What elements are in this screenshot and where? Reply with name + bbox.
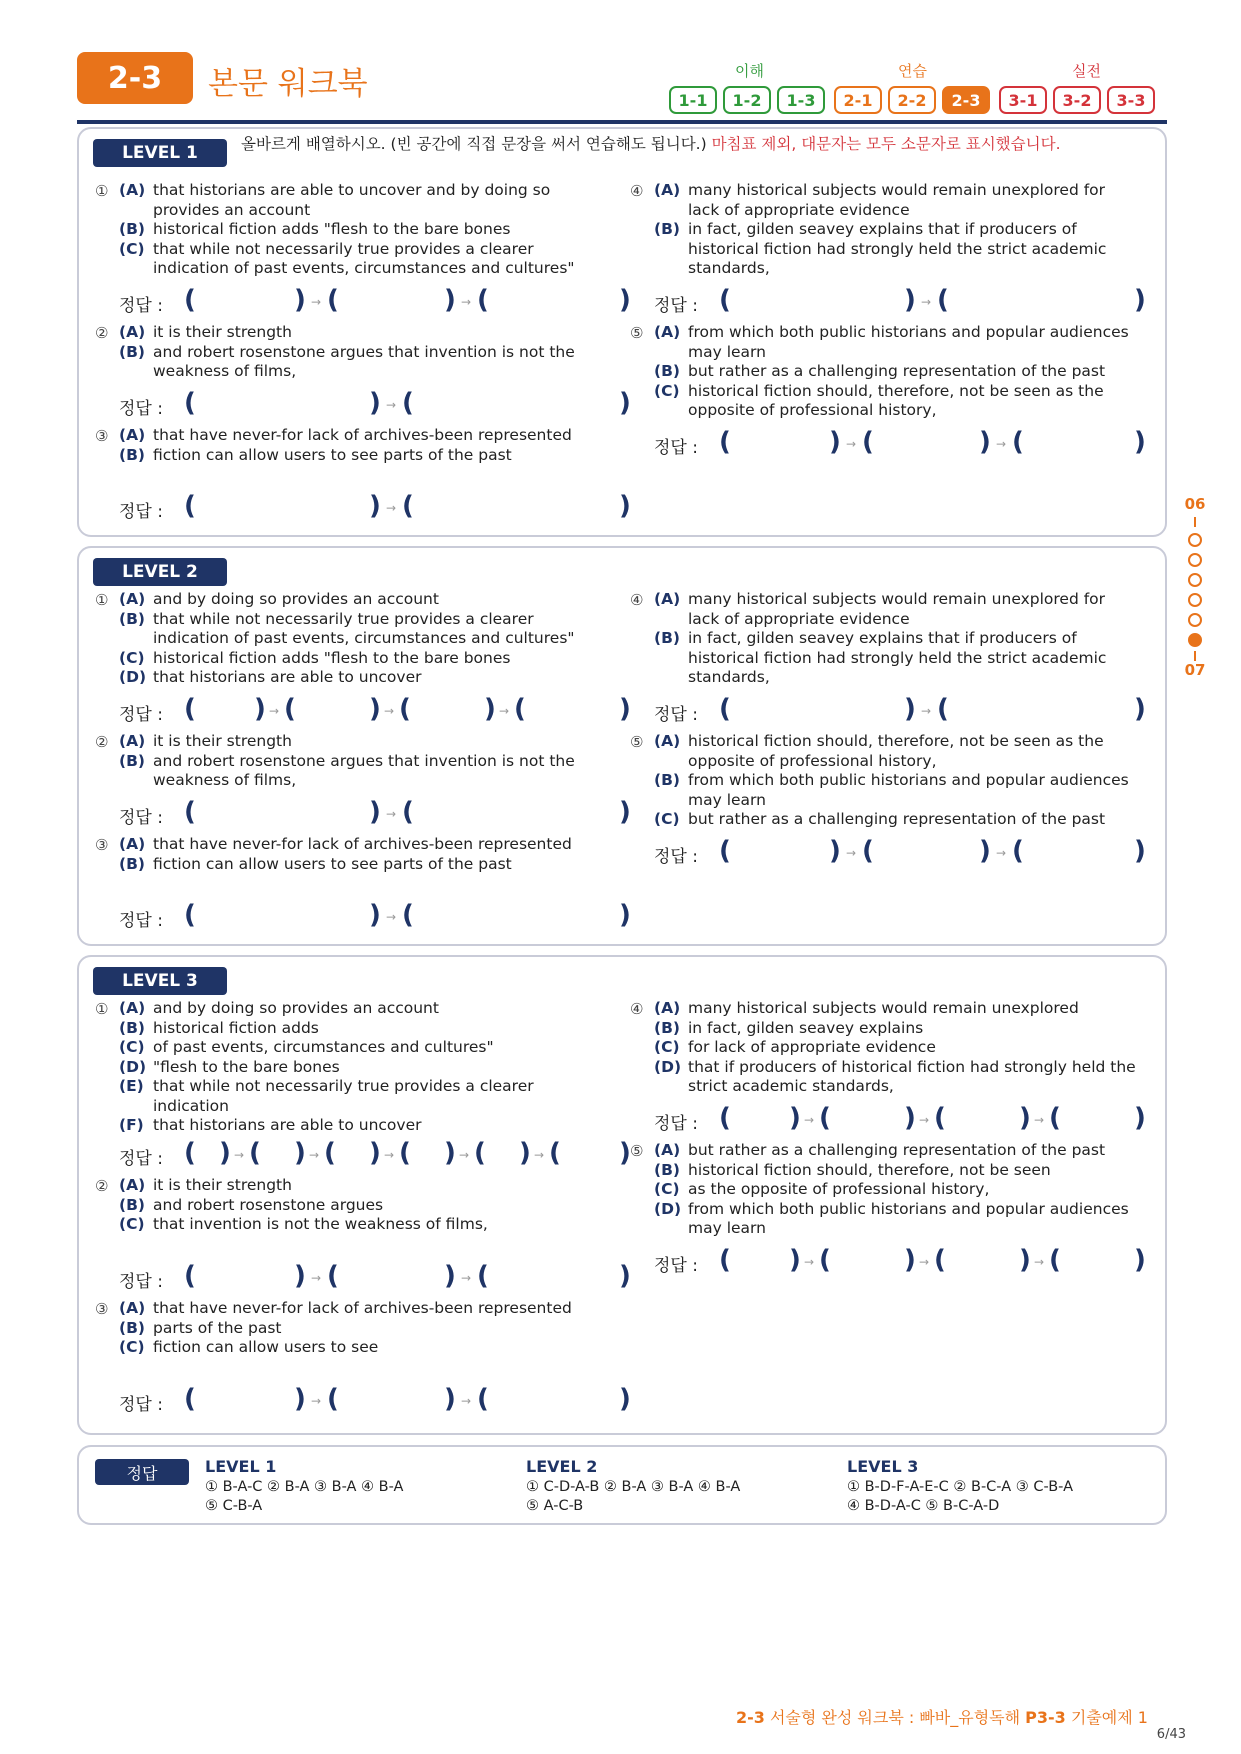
side-page-top: 06 bbox=[1184, 495, 1206, 513]
blank-paren: ( bbox=[719, 836, 731, 866]
blank-paren: ( bbox=[514, 694, 526, 724]
question-number: ① bbox=[95, 182, 109, 200]
arrow-icon: → bbox=[804, 1113, 815, 1127]
blank-paren: ) bbox=[444, 1384, 456, 1414]
option-item: (D) that historians are able to uncover bbox=[119, 668, 422, 686]
answer-label: 정답 : bbox=[119, 296, 163, 316]
option-item: (A) that have never-for lack of archives-been represented bbox=[119, 835, 572, 853]
page-dot-icon[interactable] bbox=[1188, 593, 1202, 607]
blank-paren: ( bbox=[402, 388, 414, 418]
answer-label: 정답 : bbox=[654, 296, 698, 316]
option-item: (B) in fact, gilden seavey explains bbox=[654, 1018, 924, 1037]
answer-label: 정답 : bbox=[119, 399, 163, 419]
blank-paren: ( bbox=[819, 1245, 831, 1275]
arrow-icon: → bbox=[921, 704, 932, 718]
blank-paren: ( bbox=[719, 1103, 731, 1133]
question-number: ④ bbox=[630, 1000, 644, 1018]
blank-paren: ) bbox=[829, 427, 841, 457]
blank-paren: ) bbox=[369, 900, 381, 930]
page-title: 본문 워크북 bbox=[208, 66, 368, 102]
arrow-icon: → bbox=[1034, 1113, 1045, 1127]
answer-line[interactable] bbox=[119, 797, 631, 829]
answer-line[interactable] bbox=[654, 1103, 1146, 1135]
option-item: (D) that if producers of historical fiction had strongly held the strict academic standards, bbox=[654, 1057, 1136, 1095]
blank-paren: ) bbox=[1019, 1245, 1031, 1275]
question-number: ⑤ bbox=[630, 733, 644, 751]
answer-label: 정답 : bbox=[119, 808, 163, 828]
option-item: (C) historical fiction should, therefore, not be seen as the opposite of professional history, bbox=[654, 381, 1104, 419]
blank-paren: ) bbox=[1134, 694, 1146, 724]
category-label-practice: 연습 bbox=[898, 62, 927, 80]
option-item: (B) in fact, gilden seavey explains that if producers of historical fiction had strongly held the strict academic standards, bbox=[654, 220, 1107, 277]
blank-paren: ( bbox=[184, 1261, 196, 1291]
blank-paren: ( bbox=[402, 797, 414, 827]
blank-paren: ) bbox=[369, 694, 381, 724]
answer-line[interactable] bbox=[119, 285, 631, 317]
option-item: (C) that invention is not the weakness of films, bbox=[119, 1215, 488, 1233]
section-badge: 2-3 bbox=[77, 52, 193, 104]
arrow-icon: → bbox=[386, 501, 397, 515]
answer-line[interactable] bbox=[654, 285, 1146, 317]
page-dot-icon[interactable] bbox=[1188, 553, 1202, 567]
blank-paren: ) bbox=[789, 1103, 801, 1133]
level-3-badge: LEVEL 3 bbox=[93, 967, 227, 995]
blank-paren: ) bbox=[979, 836, 991, 866]
blank-paren: ( bbox=[327, 285, 339, 315]
option-item: (A) it is their strength bbox=[119, 732, 292, 750]
answer-key-level-3: LEVEL 3 ① B-D-F-A-E-C ② B-C-A ③ C-B-A ④ B-D-A-C ⑤ B-C-A-D bbox=[847, 1457, 1073, 1514]
option-item: (A) that have never-for lack of archives-been represented bbox=[119, 1299, 572, 1317]
tab-3-1[interactable]: 3-1 bbox=[999, 86, 1047, 114]
answer-label: 정답 : bbox=[119, 1272, 163, 1292]
blank-paren: ( bbox=[327, 1384, 339, 1414]
option-item: (B) parts of the past bbox=[119, 1318, 282, 1337]
blank-paren: ( bbox=[549, 1138, 561, 1168]
answer-label: 정답 : bbox=[119, 911, 163, 931]
blank-paren: ( bbox=[477, 285, 489, 315]
answer-label: 정답 : bbox=[119, 1149, 163, 1169]
blank-paren: ( bbox=[1049, 1103, 1061, 1133]
answer-line[interactable] bbox=[654, 427, 1146, 459]
blank-paren: ( bbox=[474, 1138, 486, 1168]
answer-label: 정답 : bbox=[119, 502, 163, 522]
blank-paren: ) bbox=[484, 694, 496, 724]
tab-3-2[interactable]: 3-2 bbox=[1053, 86, 1101, 114]
option-item: (A) it is their strength bbox=[119, 323, 292, 341]
blank-paren: ) bbox=[619, 388, 631, 418]
side-page-nav bbox=[1181, 495, 1209, 679]
blank-paren: ( bbox=[477, 1261, 489, 1291]
tab-1-3[interactable]: 1-3 bbox=[777, 86, 825, 114]
arrow-icon: → bbox=[386, 807, 397, 821]
blank-paren: ) bbox=[294, 1384, 306, 1414]
option-item: (B) fiction can allow users to see parts of the past bbox=[119, 445, 512, 464]
blank-paren: ( bbox=[184, 900, 196, 930]
blank-paren: ) bbox=[219, 1138, 231, 1168]
blank-paren: ( bbox=[399, 1138, 411, 1168]
arrow-icon: → bbox=[846, 846, 857, 860]
blank-paren: ) bbox=[904, 1245, 916, 1275]
blank-paren: ( bbox=[934, 1245, 946, 1275]
blank-paren: ( bbox=[1012, 427, 1024, 457]
question-2-5 bbox=[630, 732, 1140, 830]
question-1-1 bbox=[95, 181, 575, 279]
question-number: ③ bbox=[95, 427, 109, 445]
option-item: (B) historical fiction should, therefore, not be seen bbox=[654, 1160, 1051, 1179]
blank-paren: ) bbox=[619, 285, 631, 315]
question-2-4 bbox=[630, 590, 1140, 688]
question-1-4 bbox=[630, 181, 1140, 279]
instruction-note: 마침표 제외, 대문자는 모두 소문자로 표시했습니다. bbox=[706, 135, 1061, 153]
blank-paren: ) bbox=[444, 1138, 456, 1168]
option-item: (A) and by doing so provides an account bbox=[119, 999, 439, 1017]
question-number: ② bbox=[95, 324, 109, 342]
arrow-icon: → bbox=[386, 910, 397, 924]
blank-paren: ( bbox=[719, 427, 731, 457]
answer-key-badge: 정답 bbox=[95, 1459, 189, 1485]
blank-paren: ) bbox=[789, 1245, 801, 1275]
blank-paren: ( bbox=[477, 1384, 489, 1414]
option-item: (C) historical fiction adds "flesh to the bare bones bbox=[119, 648, 511, 667]
option-item: (B) historical fiction adds bbox=[119, 1018, 319, 1037]
blank-paren: ( bbox=[719, 285, 731, 315]
blank-paren: ) bbox=[444, 1261, 456, 1291]
blank-paren: ) bbox=[619, 1384, 631, 1414]
arrow-icon: → bbox=[311, 1271, 322, 1285]
answer-line[interactable] bbox=[654, 1245, 1146, 1277]
answer-line[interactable] bbox=[119, 900, 631, 932]
arrow-icon: → bbox=[461, 295, 472, 309]
question-number: ② bbox=[95, 1177, 109, 1195]
answer-line[interactable] bbox=[654, 836, 1146, 868]
option-item: (B) and robert rosenstone argues bbox=[119, 1195, 384, 1214]
option-item: (B) but rather as a challenging representation of the past bbox=[654, 362, 1106, 380]
option-item: (B) fiction can allow users to see parts of the past bbox=[119, 854, 512, 873]
arrow-icon: → bbox=[384, 1148, 395, 1162]
arrow-icon: → bbox=[461, 1271, 472, 1285]
arrow-icon: → bbox=[269, 704, 280, 718]
answer-key-level-1: LEVEL 1 ① B-A-C ② B-A ③ B-A ④ B-A ⑤ C-B-A bbox=[205, 1457, 404, 1514]
page-dot-icon[interactable] bbox=[1188, 533, 1202, 547]
level-2-panel bbox=[77, 546, 1167, 946]
arrow-icon: → bbox=[459, 1148, 470, 1162]
tab-1-2[interactable]: 1-2 bbox=[723, 86, 771, 114]
blank-paren: ( bbox=[324, 1138, 336, 1168]
question-number: ② bbox=[95, 733, 109, 751]
blank-paren: ) bbox=[619, 900, 631, 930]
blank-paren: ( bbox=[1012, 836, 1024, 866]
arrow-icon: → bbox=[1034, 1255, 1045, 1269]
blank-paren: ) bbox=[1134, 1103, 1146, 1133]
option-item: (B) that while not necessarily true provides a clearer indication of past events, circumstances and cultures" bbox=[119, 609, 575, 647]
arrow-icon: → bbox=[499, 704, 510, 718]
arrow-icon: → bbox=[309, 1148, 320, 1162]
question-number: ① bbox=[95, 591, 109, 609]
question-3-5 bbox=[630, 1141, 1140, 1239]
option-a: (A) that historians are able to uncover and by doing so provides an account bbox=[119, 181, 551, 219]
blank-paren: ) bbox=[619, 797, 631, 827]
blank-paren: ( bbox=[1049, 1245, 1061, 1275]
answer-line[interactable] bbox=[119, 388, 631, 420]
answer-label: 정답 : bbox=[654, 847, 698, 867]
page-dot-icon[interactable] bbox=[1188, 573, 1202, 587]
blank-paren: ) bbox=[1134, 1245, 1146, 1275]
tab-2-1[interactable]: 2-1 bbox=[834, 86, 882, 114]
arrow-icon: → bbox=[311, 1394, 322, 1408]
blank-paren: ( bbox=[184, 285, 196, 315]
tab-2-2[interactable]: 2-2 bbox=[888, 86, 936, 114]
blank-paren: ( bbox=[184, 797, 196, 827]
footer: 2-3 서술형 완성 워크북 : 빠바_유형독해 P3-3 기출예제 1 bbox=[735, 1708, 1148, 1727]
option-item: (D) "flesh to the bare bones bbox=[119, 1057, 340, 1076]
page-dot-icon[interactable] bbox=[1188, 633, 1202, 647]
blank-paren: ) bbox=[619, 491, 631, 521]
answer-label: 정답 : bbox=[654, 1114, 698, 1134]
arrow-icon: → bbox=[461, 1394, 472, 1408]
blank-paren: ) bbox=[369, 797, 381, 827]
option-item: (B) and robert rosenstone argues that invention is not the weakness of films, bbox=[119, 342, 575, 380]
option-item: (C) as the opposite of professional history, bbox=[654, 1180, 990, 1198]
blank-paren: ( bbox=[402, 491, 414, 521]
question-3-3 bbox=[95, 1299, 575, 1358]
option-item: (A) historical fiction should, therefore, not be seen as the opposite of professional history, bbox=[654, 732, 1104, 770]
arrow-icon: → bbox=[996, 437, 1007, 451]
option-item: (F) that historians are able to uncover bbox=[119, 1116, 422, 1134]
level-1-badge: LEVEL 1 bbox=[93, 139, 227, 167]
arrow-icon: → bbox=[919, 1255, 930, 1269]
question-number: ③ bbox=[95, 1300, 109, 1318]
option-c: (C) that while not necessarily true provides a clearer indication of past events, circumstances and cultures" bbox=[119, 239, 575, 277]
answer-label: 정답 : bbox=[119, 1395, 163, 1415]
blank-paren: ) bbox=[1019, 1103, 1031, 1133]
option-item: (C) but rather as a challenging representation of the past bbox=[654, 810, 1106, 828]
answer-line[interactable] bbox=[119, 491, 631, 523]
header-divider bbox=[77, 120, 1167, 124]
blank-paren: ( bbox=[327, 1261, 339, 1291]
blank-paren: ) bbox=[369, 1138, 381, 1168]
answer-line[interactable] bbox=[654, 694, 1146, 726]
level-2-badge: LEVEL 2 bbox=[93, 558, 227, 586]
option-item: (A) but rather as a challenging representation of the past bbox=[654, 1141, 1106, 1159]
blank-paren: ) bbox=[904, 285, 916, 315]
arrow-icon: → bbox=[311, 295, 322, 309]
question-1-2 bbox=[95, 323, 575, 382]
blank-paren: ) bbox=[619, 1261, 631, 1291]
category-label-real: 실전 bbox=[1072, 62, 1101, 80]
question-number: ⑤ bbox=[630, 1142, 644, 1160]
blank-paren: ) bbox=[904, 694, 916, 724]
answer-label: 정답 : bbox=[654, 705, 698, 725]
option-item: (D) from which both public historians and popular audiences may learn bbox=[654, 1199, 1129, 1237]
arrow-icon: → bbox=[234, 1148, 245, 1162]
answer-label: 정답 : bbox=[654, 1256, 698, 1276]
blank-paren: ) bbox=[294, 1138, 306, 1168]
blank-paren: ( bbox=[862, 427, 874, 457]
arrow-icon: → bbox=[804, 1255, 815, 1269]
answer-line[interactable] bbox=[119, 1261, 631, 1293]
option-item: (A) from which both public historians and popular audiences may learn bbox=[654, 323, 1129, 361]
blank-paren: ( bbox=[184, 694, 196, 724]
question-1-3 bbox=[95, 426, 575, 465]
option-item: (A) many historical subjects would remain unexplored for lack of appropriate evidence bbox=[654, 590, 1106, 628]
question-number: ① bbox=[95, 1000, 109, 1018]
option-item: (A) that have never-for lack of archives-been represented bbox=[119, 426, 572, 444]
question-3-1 bbox=[95, 999, 575, 1136]
question-3-2 bbox=[95, 1176, 575, 1235]
blank-paren: ) bbox=[254, 694, 266, 724]
question-number: ⑤ bbox=[630, 324, 644, 342]
blank-paren: ( bbox=[819, 1103, 831, 1133]
answer-line[interactable] bbox=[119, 1138, 631, 1170]
option-item: (B) in fact, gilden seavey explains that if producers of historical fiction had strongly held the strict academic standards, bbox=[654, 629, 1107, 686]
question-number: ④ bbox=[630, 591, 644, 609]
tab-1-1[interactable]: 1-1 bbox=[669, 86, 717, 114]
blank-paren: ( bbox=[937, 694, 949, 724]
blank-paren: ( bbox=[184, 491, 196, 521]
option-item: (E) that while not necessarily true provides a clearer indication bbox=[119, 1077, 534, 1115]
question-3-4 bbox=[630, 999, 1140, 1097]
question-number: ③ bbox=[95, 836, 109, 854]
arrow-icon: → bbox=[384, 704, 395, 718]
blank-paren: ) bbox=[829, 836, 841, 866]
option-item: (B) and robert rosenstone argues that invention is not the weakness of films, bbox=[119, 751, 575, 789]
option-item: (A) and by doing so provides an account bbox=[119, 590, 439, 608]
question-2-1 bbox=[95, 590, 575, 688]
option-item: (C) fiction can allow users to see bbox=[119, 1338, 379, 1356]
blank-paren: ) bbox=[1134, 285, 1146, 315]
blank-paren: ) bbox=[444, 285, 456, 315]
level-3-panel bbox=[77, 955, 1167, 1435]
arrow-icon: → bbox=[534, 1148, 545, 1162]
arrow-icon: → bbox=[919, 1113, 930, 1127]
page-header bbox=[77, 52, 1167, 124]
page-dot-icon[interactable] bbox=[1188, 613, 1202, 627]
arrow-icon: → bbox=[846, 437, 857, 451]
option-item: (B) from which both public historians and popular audiences may learn bbox=[654, 771, 1129, 809]
blank-paren: ( bbox=[399, 694, 411, 724]
blank-paren: ) bbox=[979, 427, 991, 457]
blank-paren: ( bbox=[249, 1138, 261, 1168]
arrow-icon: → bbox=[386, 398, 397, 412]
answer-key-panel bbox=[77, 1445, 1167, 1525]
blank-paren: ( bbox=[284, 694, 296, 724]
blank-paren: ) bbox=[904, 1103, 916, 1133]
option-b: (B) historical fiction adds "flesh to the bare bones bbox=[119, 220, 511, 238]
question-1-5 bbox=[630, 323, 1140, 421]
blank-paren: ( bbox=[184, 1384, 196, 1414]
option-item: (C) of past events, circumstances and cultures" bbox=[119, 1038, 494, 1056]
blank-paren: ) bbox=[294, 285, 306, 315]
blank-paren: ) bbox=[519, 1138, 531, 1168]
blank-paren: ) bbox=[619, 1138, 631, 1168]
blank-paren: ) bbox=[619, 694, 631, 724]
blank-paren: ) bbox=[1134, 427, 1146, 457]
option-item: (A) many historical subjects would remain unexplored bbox=[654, 999, 1079, 1017]
arrow-icon: → bbox=[921, 295, 932, 309]
question-2-2 bbox=[95, 732, 575, 791]
side-page-bottom: 07 bbox=[1184, 661, 1206, 679]
answer-label: 정답 : bbox=[654, 438, 698, 458]
blank-paren: ( bbox=[719, 1245, 731, 1275]
blank-paren: ) bbox=[369, 388, 381, 418]
question-number: ④ bbox=[630, 182, 644, 200]
blank-paren: ) bbox=[1134, 836, 1146, 866]
blank-paren: ( bbox=[934, 1103, 946, 1133]
tab-3-3[interactable]: 3-3 bbox=[1107, 86, 1155, 114]
option-item: (C) for lack of appropriate evidence bbox=[654, 1038, 936, 1056]
option-item: (A) many historical subjects would remain unexplored for lack of appropriate evidence bbox=[654, 181, 1106, 219]
arrow-icon: → bbox=[996, 846, 1007, 860]
answer-line[interactable] bbox=[119, 1384, 631, 1416]
instruction bbox=[241, 134, 1141, 154]
option-item: (A) it is their strength bbox=[119, 1176, 292, 1194]
level-1-panel bbox=[77, 127, 1167, 537]
answer-key-level-2: LEVEL 2 ① C-D-A-B ② B-A ③ B-A ④ B-A ⑤ A-C-B bbox=[526, 1457, 741, 1514]
blank-paren: ( bbox=[402, 900, 414, 930]
blank-paren: ( bbox=[862, 836, 874, 866]
tab-2-3[interactable]: 2-3 bbox=[942, 86, 990, 114]
category-label-understand: 이해 bbox=[735, 62, 764, 80]
answer-line[interactable] bbox=[119, 694, 631, 726]
blank-paren: ) bbox=[369, 491, 381, 521]
blank-paren: ( bbox=[184, 1138, 196, 1168]
blank-paren: ( bbox=[184, 388, 196, 418]
answer-label: 정답 : bbox=[119, 705, 163, 725]
blank-paren: ( bbox=[937, 285, 949, 315]
page-number: 6/43 bbox=[1156, 1727, 1186, 1742]
instruction-main: 올바르게 배열하시오. (빈 공간에 직접 문장을 써서 연습해도 됩니다.) bbox=[241, 135, 707, 153]
blank-paren: ( bbox=[719, 694, 731, 724]
question-2-3 bbox=[95, 835, 575, 874]
blank-paren: ) bbox=[294, 1261, 306, 1291]
